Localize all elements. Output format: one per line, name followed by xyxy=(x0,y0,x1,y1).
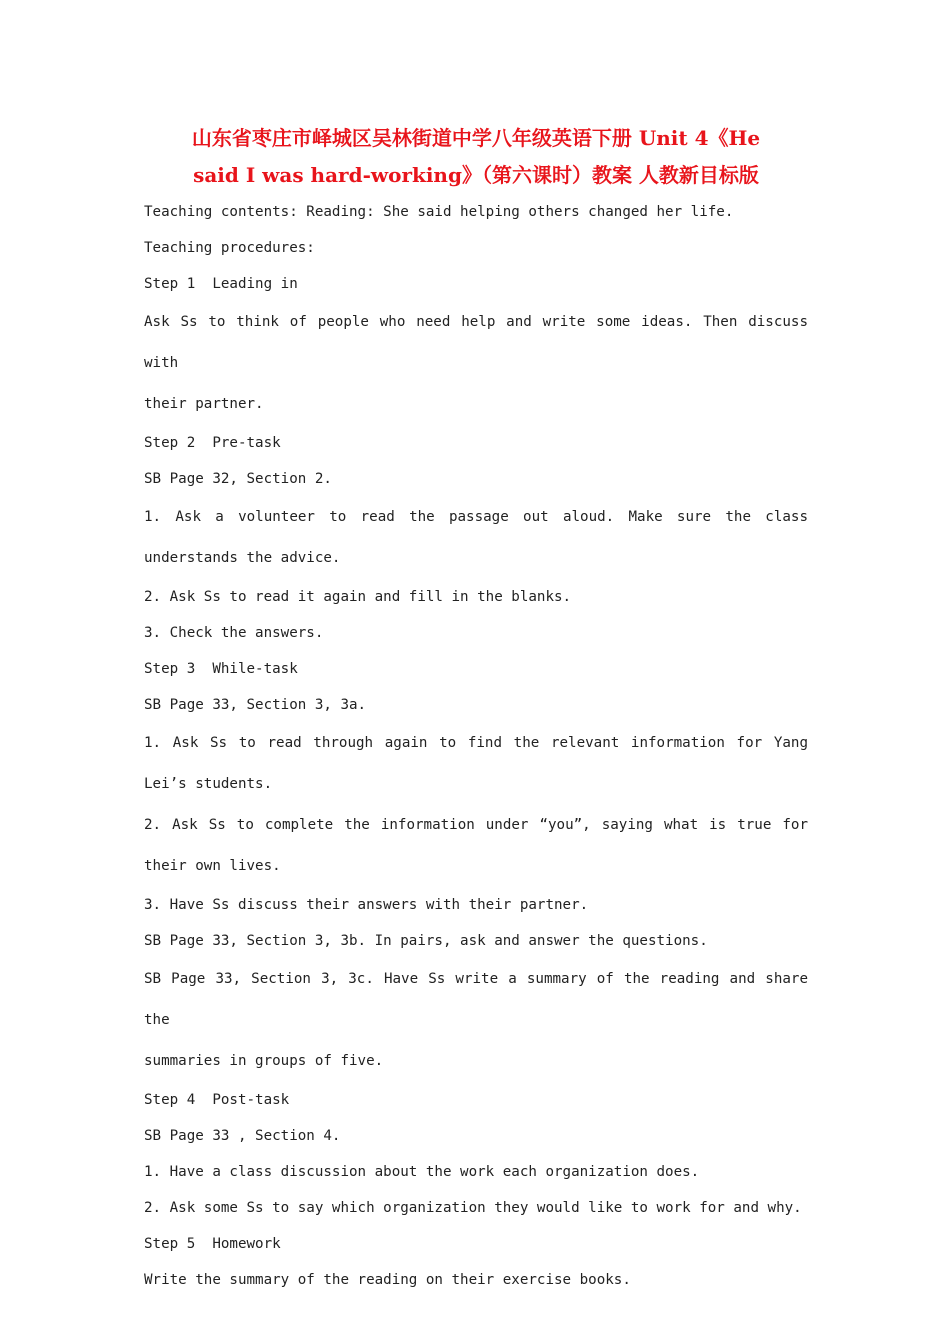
step3-item-1 xyxy=(144,723,808,805)
step2-item-1-line-2: understands the advice. xyxy=(144,550,341,566)
step2-item-3: 3. Check the answers. xyxy=(144,625,324,641)
step3-heading: Step 3 While-task xyxy=(144,661,298,677)
step3-item-2-line-1: 2. Ask Ss to complete the information under “you”, saying what is true for xyxy=(144,817,808,833)
step1-text-line-1: Ask Ss to think of people who need help and write some ideas. Then discuss with xyxy=(144,314,808,371)
step4-item-1: 1. Have a class discussion about the work each organization does. xyxy=(144,1164,700,1180)
step2-item-1-line-1: 1. Ask a volunteer to read the passage out aloud. Make sure the class xyxy=(144,509,808,525)
step3-reference: SB Page 33, Section 3, 3a. xyxy=(144,697,367,713)
step4-heading: Step 4 Post-task xyxy=(144,1092,290,1108)
step3-reference-3b: SB Page 33, Section 3, 3b. In pairs, ask and answer the questions. xyxy=(144,933,708,949)
step1-text-line-2: their partner. xyxy=(144,396,264,412)
step5-heading: Step 5 Homework xyxy=(144,1236,281,1252)
teaching-contents: Teaching contents: Reading: She said helping others changed her life. xyxy=(144,204,734,220)
step2-reference: SB Page 32, Section 2. xyxy=(144,471,332,487)
step3-reference-3c-line-1: SB Page 33, Section 3, 3c. Have Ss write a summary of the reading and share the xyxy=(144,971,808,1028)
step3-reference-3c-line-2: summaries in groups of five. xyxy=(144,1053,384,1069)
step3-item-1-line-1: 1. Ask Ss to read through again to find the relevant information for Yang xyxy=(144,735,808,751)
step4-reference: SB Page 33 , Section 4. xyxy=(144,1128,341,1144)
step3-item-3: 3. Have Ss discuss their answers with their partner. xyxy=(144,897,589,913)
step2-heading: Step 2 Pre-task xyxy=(144,435,281,451)
step3-item-1-line-2: Lei’s students. xyxy=(144,776,273,792)
teaching-procedures-heading: Teaching procedures: xyxy=(144,240,315,256)
step2-item-2: 2. Ask Ss to read it again and fill in the blanks. xyxy=(144,589,572,605)
step2-item-1 xyxy=(144,497,808,579)
title-line-2: said I was hard-working》（第六课时）教案 人教新目标版 xyxy=(193,163,759,187)
step1-text xyxy=(144,302,808,425)
step4-item-2: 2. Ask some Ss to say which organization they would like to work for and why. xyxy=(144,1200,802,1216)
step3-item-2 xyxy=(144,805,808,887)
step3-reference-3c xyxy=(144,959,808,1082)
step5-text: Write the summary of the reading on their exercise books. xyxy=(144,1272,631,1288)
document-page xyxy=(144,120,808,1298)
step3-item-2-line-2: their own lives. xyxy=(144,858,281,874)
title-line-1: 山东省枣庄市峄城区吴林街道中学八年级英语下册 Unit 4《He xyxy=(191,126,761,150)
document-body xyxy=(144,194,808,1298)
document-title xyxy=(136,120,816,194)
step1-heading: Step 1 Leading in xyxy=(144,276,298,292)
